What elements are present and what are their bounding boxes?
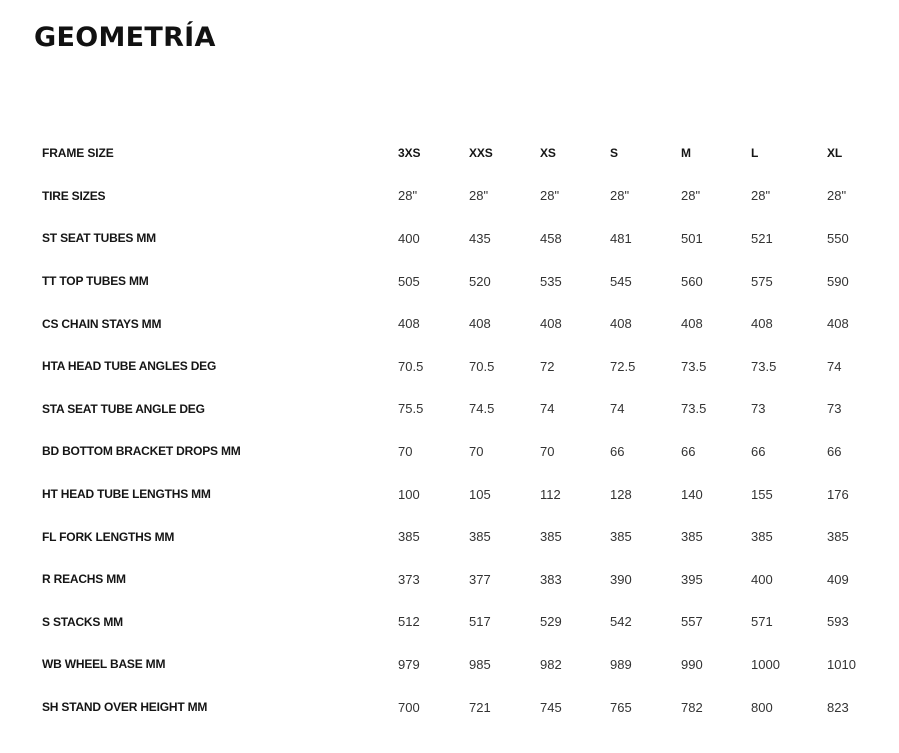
table-cell: 1010 — [827, 656, 856, 672]
table-row — [34, 686, 874, 729]
table-cell: 745 — [540, 699, 562, 715]
table-cell: 700 — [398, 699, 420, 715]
table-cell: 1000 — [751, 656, 780, 672]
table-cell: 70 — [540, 443, 555, 459]
row-label: WB WHEEL BASE MM — [42, 657, 166, 672]
table-cell: 545 — [610, 273, 632, 289]
table-row — [34, 302, 874, 345]
table-cell: 765 — [610, 699, 632, 715]
table-cell: 73 — [751, 401, 766, 417]
row-label: R REACHS MM — [42, 572, 126, 587]
table-cell: 395 — [681, 571, 703, 587]
header-row — [34, 132, 874, 175]
table-cell: 557 — [681, 614, 703, 630]
table-cell: 721 — [469, 699, 491, 715]
table-cell: 73.5 — [681, 401, 707, 417]
table-cell: 74 — [827, 358, 842, 374]
table-cell: 400 — [398, 230, 420, 246]
table-row — [34, 388, 874, 431]
table-cell: 74.5 — [469, 401, 495, 417]
table-row — [34, 473, 874, 516]
table-cell: 66 — [827, 443, 842, 459]
size-header: XS — [540, 146, 556, 161]
table-cell: 70.5 — [469, 358, 495, 374]
table-cell: 435 — [469, 230, 491, 246]
table-cell: 385 — [398, 529, 420, 545]
table-cell: 140 — [681, 486, 703, 502]
table-cell: 517 — [469, 614, 491, 630]
table-cell: 28" — [469, 188, 489, 204]
table-cell: 66 — [751, 443, 766, 459]
table-cell: 70 — [398, 443, 413, 459]
frame-size-header: FRAME SIZE — [42, 146, 114, 161]
table-cell: 390 — [610, 571, 632, 587]
table-cell: 70.5 — [398, 358, 424, 374]
table-cell: 28" — [827, 188, 847, 204]
table-cell: 155 — [751, 486, 773, 502]
table-cell: 73.5 — [681, 358, 707, 374]
row-label: S STACKS MM — [42, 614, 123, 629]
table-cell: 385 — [469, 529, 491, 545]
page-title: GEOMETRÍA — [34, 22, 216, 53]
table-cell: 501 — [681, 230, 703, 246]
table-cell: 100 — [398, 486, 420, 502]
table-cell: 72.5 — [610, 358, 636, 374]
table-cell: 408 — [827, 316, 849, 332]
size-header: S — [610, 146, 618, 161]
table-cell: 542 — [610, 614, 632, 630]
table-row — [34, 515, 874, 558]
size-header: 3XS — [398, 146, 421, 161]
table-cell: 520 — [469, 273, 491, 289]
table-row — [34, 345, 874, 388]
table-cell: 377 — [469, 571, 491, 587]
table-cell: 458 — [540, 230, 562, 246]
table-cell: 385 — [681, 529, 703, 545]
size-header: M — [681, 146, 691, 161]
table-cell: 823 — [827, 699, 849, 715]
table-cell: 505 — [398, 273, 420, 289]
table-cell: 70 — [469, 443, 484, 459]
table-cell: 782 — [681, 699, 703, 715]
table-cell: 979 — [398, 656, 420, 672]
table-cell: 74 — [540, 401, 555, 417]
table-cell: 575 — [751, 273, 773, 289]
table-cell: 409 — [827, 571, 849, 587]
table-cell: 590 — [827, 273, 849, 289]
table-cell: 28" — [610, 188, 630, 204]
table-cell: 521 — [751, 230, 773, 246]
row-label: SH STAND OVER HEIGHT MM — [42, 700, 208, 715]
table-cell: 75.5 — [398, 401, 424, 417]
table-row — [34, 260, 874, 303]
table-cell: 408 — [751, 316, 773, 332]
table-cell: 560 — [681, 273, 703, 289]
row-label: HTA HEAD TUBE ANGLES DEG — [42, 359, 217, 374]
table-cell: 481 — [610, 230, 632, 246]
table-cell: 982 — [540, 656, 562, 672]
table-cell: 989 — [610, 656, 632, 672]
table-cell: 66 — [681, 443, 696, 459]
row-label: FL FORK LENGTHS MM — [42, 529, 175, 544]
row-label: TIRE SIZES — [42, 188, 106, 203]
table-cell: 385 — [751, 529, 773, 545]
table-row — [34, 558, 874, 601]
table-cell: 112 — [540, 486, 561, 502]
table-cell: 408 — [469, 316, 491, 332]
row-label: TT TOP TUBES MM — [42, 274, 149, 289]
table-row — [34, 175, 874, 218]
table-cell: 73 — [827, 401, 842, 417]
table-cell: 385 — [827, 529, 849, 545]
table-cell: 28" — [681, 188, 701, 204]
table-cell: 408 — [681, 316, 703, 332]
table-cell: 512 — [398, 614, 420, 630]
table-cell: 66 — [610, 443, 625, 459]
table-row — [34, 430, 874, 473]
table-cell: 529 — [540, 614, 562, 630]
table-cell: 385 — [610, 529, 632, 545]
row-label: BD BOTTOM BRACKET DROPS MM — [42, 444, 241, 459]
row-label: ST SEAT TUBES MM — [42, 231, 156, 246]
table-cell: 28" — [751, 188, 771, 204]
row-label: STA SEAT TUBE ANGLE DEG — [42, 401, 205, 416]
table-cell: 73.5 — [751, 358, 777, 374]
table-cell: 571 — [751, 614, 773, 630]
table-cell: 74 — [610, 401, 625, 417]
table-row — [34, 217, 874, 260]
table-cell: 408 — [540, 316, 562, 332]
table-cell: 28" — [540, 188, 560, 204]
table-cell: 985 — [469, 656, 491, 672]
geometry-table — [34, 132, 874, 728]
table-cell: 385 — [540, 529, 562, 545]
row-label: CS CHAIN STAYS MM — [42, 316, 162, 331]
size-header: XXS — [469, 146, 493, 161]
table-cell: 28" — [398, 188, 418, 204]
size-header: XL — [827, 146, 843, 161]
table-cell: 383 — [540, 571, 562, 587]
table-cell: 105 — [469, 486, 491, 502]
table-cell: 800 — [751, 699, 773, 715]
table-cell: 373 — [398, 571, 420, 587]
table-cell: 408 — [610, 316, 632, 332]
table-cell: 990 — [681, 656, 703, 672]
table-cell: 176 — [827, 486, 849, 502]
table-cell: 535 — [540, 273, 562, 289]
table-cell: 593 — [827, 614, 849, 630]
table-cell: 128 — [610, 486, 632, 502]
size-header: L — [751, 146, 759, 161]
table-row — [34, 643, 874, 686]
table-cell: 72 — [540, 358, 555, 374]
table-row — [34, 601, 874, 644]
table-cell: 400 — [751, 571, 773, 587]
table-cell: 408 — [398, 316, 420, 332]
table-cell: 550 — [827, 230, 849, 246]
row-label: HT HEAD TUBE LENGTHS MM — [42, 487, 211, 502]
